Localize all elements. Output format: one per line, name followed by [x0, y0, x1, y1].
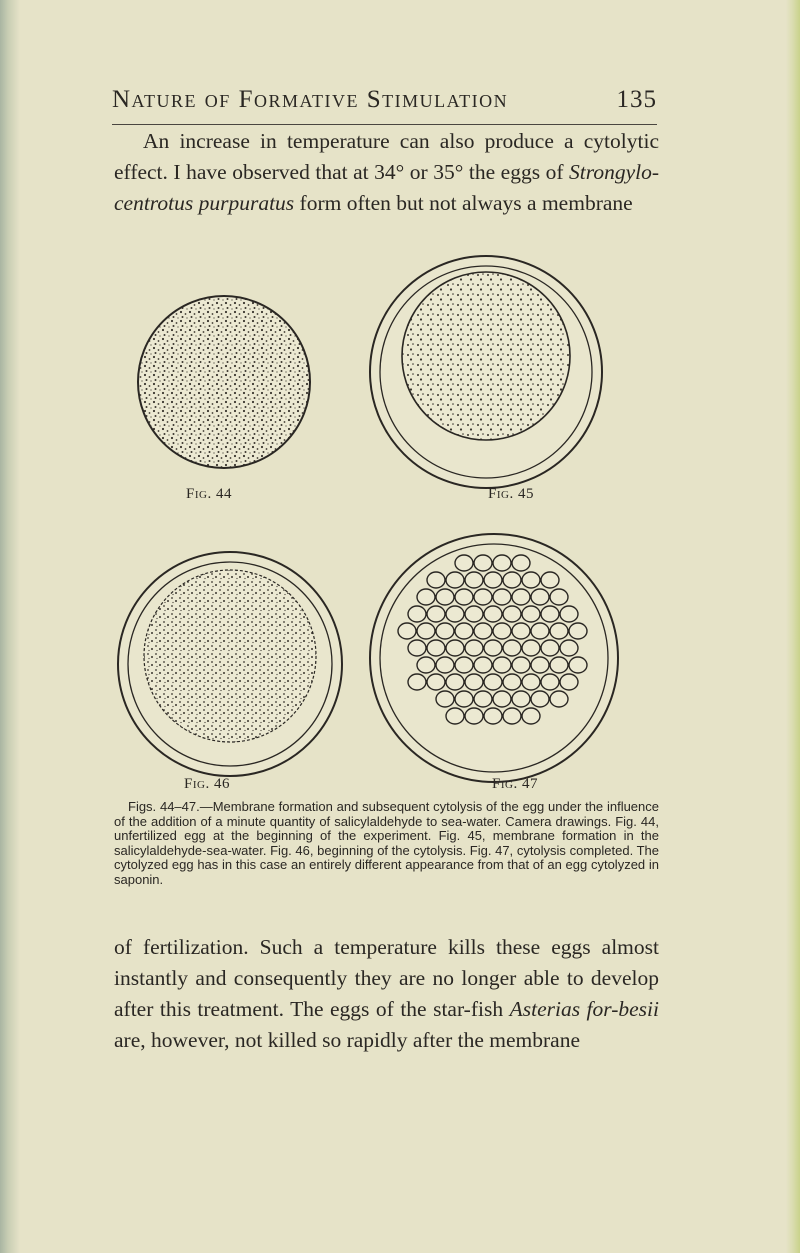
page-left-edge [0, 0, 20, 1253]
species-name-strongylocentrotus: Strongylo-centrotus purpuratus [114, 160, 659, 215]
figure-45-egg-membrane [366, 252, 606, 492]
vesicle [541, 572, 559, 588]
vesicle [446, 640, 464, 656]
vesicle [503, 674, 521, 690]
vesicle [446, 708, 464, 724]
vesicle [455, 555, 473, 571]
vesicle [493, 691, 511, 707]
vesicle [550, 691, 568, 707]
vesicle [465, 708, 483, 724]
vesicle [531, 657, 549, 673]
paragraph-bottom-text-b: are, however, not killed so rapidly after the membrane [114, 1028, 580, 1052]
vesicle [398, 623, 416, 639]
vesicle [408, 640, 426, 656]
vesicle [436, 623, 454, 639]
vesicle [522, 674, 540, 690]
vesicle [427, 606, 445, 622]
vesicle [484, 674, 502, 690]
vesicle [531, 623, 549, 639]
vesicle [512, 691, 530, 707]
vesicle [541, 674, 559, 690]
vesicle [493, 555, 511, 571]
vesicle [484, 640, 502, 656]
vesicle [560, 640, 578, 656]
vesicle [560, 606, 578, 622]
vesicle [512, 623, 530, 639]
paragraph-top [114, 126, 659, 219]
vesicle [512, 555, 530, 571]
vesicle [417, 657, 435, 673]
vesicle [531, 589, 549, 605]
vesicle [512, 657, 530, 673]
vesicle [522, 640, 540, 656]
vesicle [465, 674, 483, 690]
vesicle [560, 674, 578, 690]
figure-46-label: Fig. 46 [184, 776, 230, 792]
vesicle [436, 657, 454, 673]
vesicle [427, 640, 445, 656]
vesicle [427, 674, 445, 690]
paragraph-top-text-a: An increase in temperature can also produce a cytolytic effect. I have observed that at 34° or 35° the eggs of [114, 129, 659, 184]
vesicle [493, 657, 511, 673]
vesicle [503, 606, 521, 622]
figure-caption: Figs. 44–47.—Membrane formation and subsequent cytolysis of the egg under the influence of the addition of a minute quantity of salicylaldehyde to sea-water. Camera drawings. Fig. 44, unfertilized egg at the beginning of the experiment. Fig. 45, membrane formation in the salicylaldehyde-sea-water. Fig. 46, beginning of the cytolysis. Fig. 47, cytolysis completed. The cytolyzed egg has in this case an entirely different appearance from that of an egg cytolyzed in saponin. [114, 799, 659, 887]
vesicle [493, 623, 511, 639]
vesicle [503, 640, 521, 656]
vesicle [522, 572, 540, 588]
vesicle [484, 708, 502, 724]
figure-47-egg-cytolysis-complete [366, 530, 622, 786]
vesicle [408, 674, 426, 690]
species-name-asterias: Asterias for-besii [509, 997, 659, 1021]
vesicle [484, 572, 502, 588]
vesicle [427, 572, 445, 588]
figure-45-label: Fig. 45 [488, 486, 534, 502]
header-rule [112, 124, 657, 125]
vesicle [550, 589, 568, 605]
figure-44-egg [134, 292, 314, 472]
vesicle [474, 657, 492, 673]
vesicle [512, 589, 530, 605]
figure-44-label: Fig. 44 [186, 486, 232, 502]
vesicle [531, 691, 549, 707]
vesicle [569, 657, 587, 673]
vesicle [436, 589, 454, 605]
page-right-edge [786, 0, 800, 1253]
vesicle [493, 589, 511, 605]
running-header [112, 86, 657, 114]
vesicle [484, 606, 502, 622]
vesicle [503, 708, 521, 724]
vesicle [455, 657, 473, 673]
running-title: Nature of Formative Stimulation [112, 86, 509, 113]
vesicle [417, 589, 435, 605]
vesicle [503, 572, 521, 588]
vesicle [465, 640, 483, 656]
vesicle [417, 623, 435, 639]
vesicle [436, 691, 454, 707]
vesicle [455, 623, 473, 639]
vesicle [455, 691, 473, 707]
vesicle [446, 674, 464, 690]
vesicle [474, 623, 492, 639]
figure-46-egg-cytolysis-start [114, 548, 346, 780]
vesicle [550, 623, 568, 639]
vesicle [465, 606, 483, 622]
vesicle [446, 606, 464, 622]
vesicle [541, 640, 559, 656]
paragraph-top-text-b: form often but not always a membrane [294, 191, 633, 215]
vesicle [522, 708, 540, 724]
vesicle [522, 606, 540, 622]
vesicle [569, 623, 587, 639]
vesicle [465, 572, 483, 588]
vesicle [550, 657, 568, 673]
vesicle [455, 589, 473, 605]
vesicle [408, 606, 426, 622]
vesicle [474, 691, 492, 707]
vesicle [541, 606, 559, 622]
paragraph-bottom-text-a: of fertilization. Such a temperature kills these eggs almost instantly and consequently they are no longer able to develop after this treatment. The eggs of the star-fish [114, 935, 659, 1021]
figure-47-label: Fig. 47 [492, 776, 538, 792]
vesicle [474, 589, 492, 605]
vesicle [446, 572, 464, 588]
vesicle [474, 555, 492, 571]
paragraph-bottom [114, 932, 659, 1056]
page-number: 135 [616, 86, 657, 113]
